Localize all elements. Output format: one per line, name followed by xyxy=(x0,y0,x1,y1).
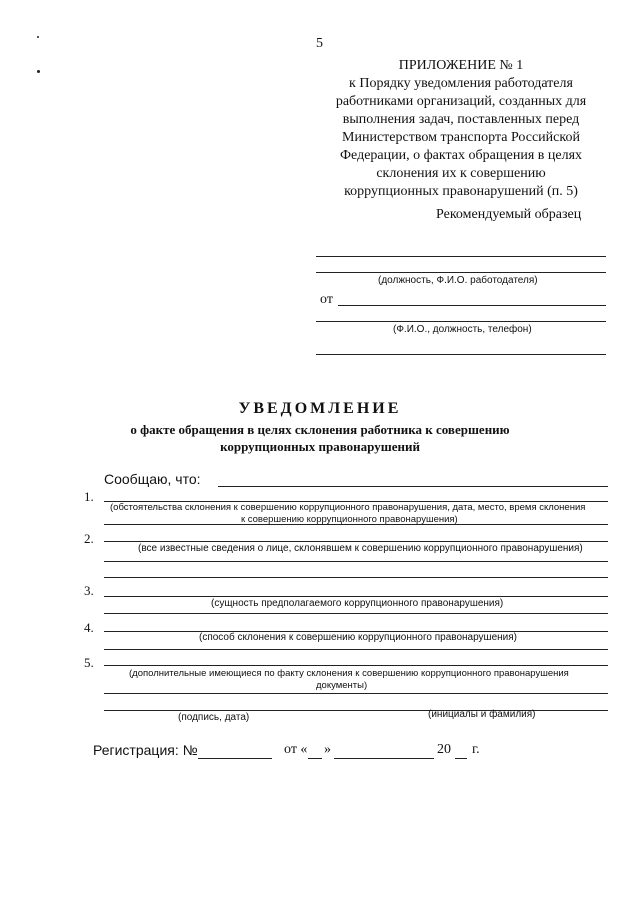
item-number: 2. xyxy=(84,531,94,546)
registration-close-quote: » xyxy=(324,742,331,757)
registration-number-field[interactable] xyxy=(198,758,272,759)
notice-title: УВЕДОМЛЕНИЕ xyxy=(238,400,402,417)
item-field-line[interactable] xyxy=(104,693,608,694)
registration-year-prefix: 20 xyxy=(437,742,451,757)
appendix-title: ПРИЛОЖЕНИЕ № 1 xyxy=(398,58,524,73)
item-number: 3. xyxy=(84,583,94,598)
appendix-line: коррупционных правонарушений (п. 5) xyxy=(344,184,578,199)
notice-subtitle-line: о факте обращения в целях склонения работника к совершению xyxy=(130,422,510,437)
item-field-line[interactable] xyxy=(104,665,608,666)
appendix-line: работниками организаций, созданных для xyxy=(335,94,587,109)
item-number: 1. xyxy=(84,489,94,504)
sender-caption: (Ф.И.О., должность, телефон) xyxy=(393,324,532,335)
registration-year-field[interactable] xyxy=(455,758,467,759)
item-number: 4. xyxy=(84,620,94,635)
item-field-line[interactable] xyxy=(104,524,608,525)
employer-caption: (должность, Ф.И.О. работодателя) xyxy=(378,275,538,286)
notice-subtitle-line: коррупционных правонарушений xyxy=(220,439,420,454)
item-caption: к совершению коррупционного правонарушения) xyxy=(241,514,458,525)
margin-mark xyxy=(37,70,40,73)
sender-field-line[interactable] xyxy=(316,354,606,355)
item-caption: (сущность предполагаемого коррупционного правонарушения) xyxy=(211,598,504,609)
item-caption: документы) xyxy=(316,680,368,691)
page-number: 5 xyxy=(316,36,323,51)
appendix-heading xyxy=(320,57,602,201)
report-field-line[interactable] xyxy=(218,486,608,487)
appendix-line: Федерации, о фактах обращения в целях xyxy=(339,148,583,163)
sender-field-line[interactable] xyxy=(338,305,606,306)
item-caption: (обстоятельства склонения к совершению коррупционного правонарушения, дата, место, время склонения xyxy=(110,502,586,513)
name-caption: (инициалы и фамилия) xyxy=(428,709,536,720)
item-caption: (способ склонения к совершению коррупционного правонарушения) xyxy=(199,632,517,643)
report-label: Сообщаю, что: xyxy=(104,471,201,487)
item-field-line[interactable] xyxy=(104,596,608,597)
appendix-line: выполнения задач, поставленных перед xyxy=(342,112,580,127)
from-label: от xyxy=(320,292,333,307)
recommended-sample-label: Рекомендуемый образец xyxy=(436,207,582,222)
item-number: 5. xyxy=(84,655,94,670)
item-field-line[interactable] xyxy=(104,577,608,578)
item-caption: (дополнительные имеющиеся по факту склонения к совершению коррупционного правонарушения xyxy=(129,668,569,679)
item-field-line[interactable] xyxy=(104,613,608,614)
registration-label: Регистрация: № xyxy=(93,742,198,758)
item-caption: (все известные сведения о лице, склонявшем к совершению коррупционного правонарушения) xyxy=(138,543,583,554)
item-field-line[interactable] xyxy=(104,541,608,542)
employer-field-line[interactable] xyxy=(316,272,606,273)
sender-field-line[interactable] xyxy=(316,321,606,322)
appendix-line: склонения их к совершению xyxy=(376,166,546,181)
registration-day-field[interactable] xyxy=(308,758,322,759)
appendix-line: Министерством транспорта Российской xyxy=(342,130,580,145)
registration-from-prefix: от « xyxy=(284,742,308,757)
margin-mark xyxy=(37,36,39,38)
signature-caption: (подпись, дата) xyxy=(178,712,250,723)
appendix-line: к Порядку уведомления работодателя xyxy=(349,76,573,91)
employer-field-line[interactable] xyxy=(316,256,606,257)
notice-subtitle xyxy=(60,421,580,455)
registration-month-field[interactable] xyxy=(334,758,434,759)
registration-year-suffix: г. xyxy=(472,742,480,757)
item-field-line[interactable] xyxy=(104,561,608,562)
item-field-line[interactable] xyxy=(104,649,608,650)
